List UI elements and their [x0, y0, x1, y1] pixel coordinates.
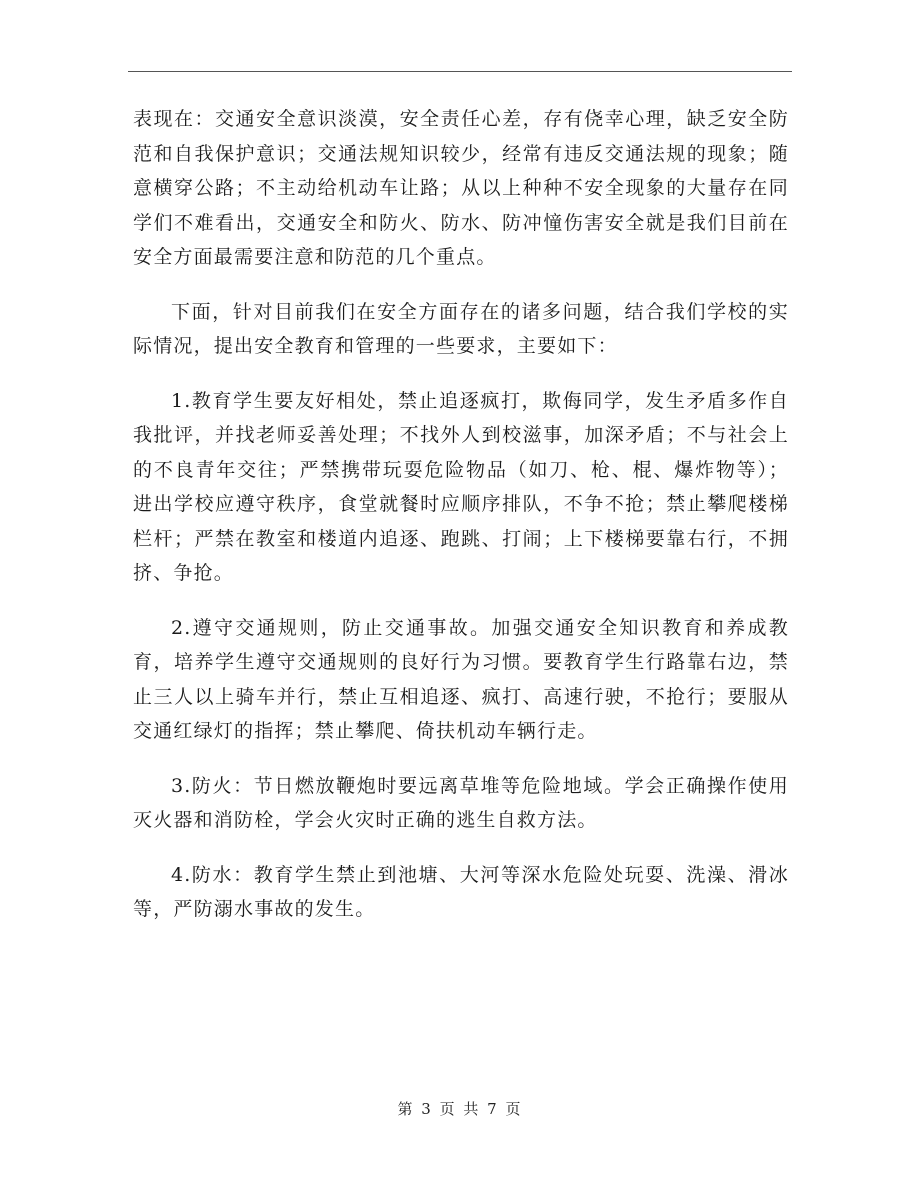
header-rule [128, 71, 792, 72]
paragraph-item-4: 4.防水：教育学生禁止到池塘、大河等深水危险处玩耍、洗澡、滑冰等，严防溺水事故的发生。 [133, 863, 789, 920]
document-body [133, 102, 789, 927]
paragraph-intro: 下面，针对目前我们在安全方面存在的诸多问题，结合我们学校的实际情况，提出安全教育和管理的一些要求，主要如下： [133, 300, 789, 357]
paragraph-item-2: 2.遵守交通规则，防止交通事故。加强交通安全知识教育和养成教育，培养学生遵守交通规则的良好行为习惯。要教育学生行路靠右边，禁止三人以上骑车并行，禁止互相追逐、疯打、高速行驶，不抢行；要服从交通红绿灯的指挥；禁止攀爬、倚扶机动车辆行走。 [133, 616, 789, 742]
paragraph-item-3: 3.防火：节日燃放鞭炮时要远离草堆等危险地域。学会正确操作使用灭火器和消防栓，学会火灾时正确的逃生自救方法。 [133, 774, 789, 831]
paragraph-continued: 表现在：交通安全意识淡漠，安全责任心差，存有侥幸心理，缺乏安全防范和自我保护意识；交通法规知识较少，经常有违反交通法规的现象；随意横穿公路；不主动给机动车让路；从以上种种不安全现象的大量存在同学们不难看出，交通安全和防火、防水、防冲憧伤害安全就是我们目前在安全方面最需要注意和防范的几个重点。 [133, 108, 789, 268]
paragraph-item-1: 1.教育学生要友好相处，禁止追逐疯打，欺侮同学，发生矛盾多作自我批评，并找老师妥善处理；不找外人到校滋事，加深矛盾；不与社会上的不良青年交往；严禁携带玩耍危险物品（如刀、枪、棍、爆炸物等）；进出学校应遵守秩序，食堂就餐时应顺序排队，不争不抢；禁止攀爬楼梯栏杆；严禁在教室和楼道内追逐、跑跳、打闹；上下楼梯要靠右行，不拥挤、争抢。 [133, 389, 789, 584]
page-number: 第 3 页 共 7 页 [397, 1100, 523, 1118]
